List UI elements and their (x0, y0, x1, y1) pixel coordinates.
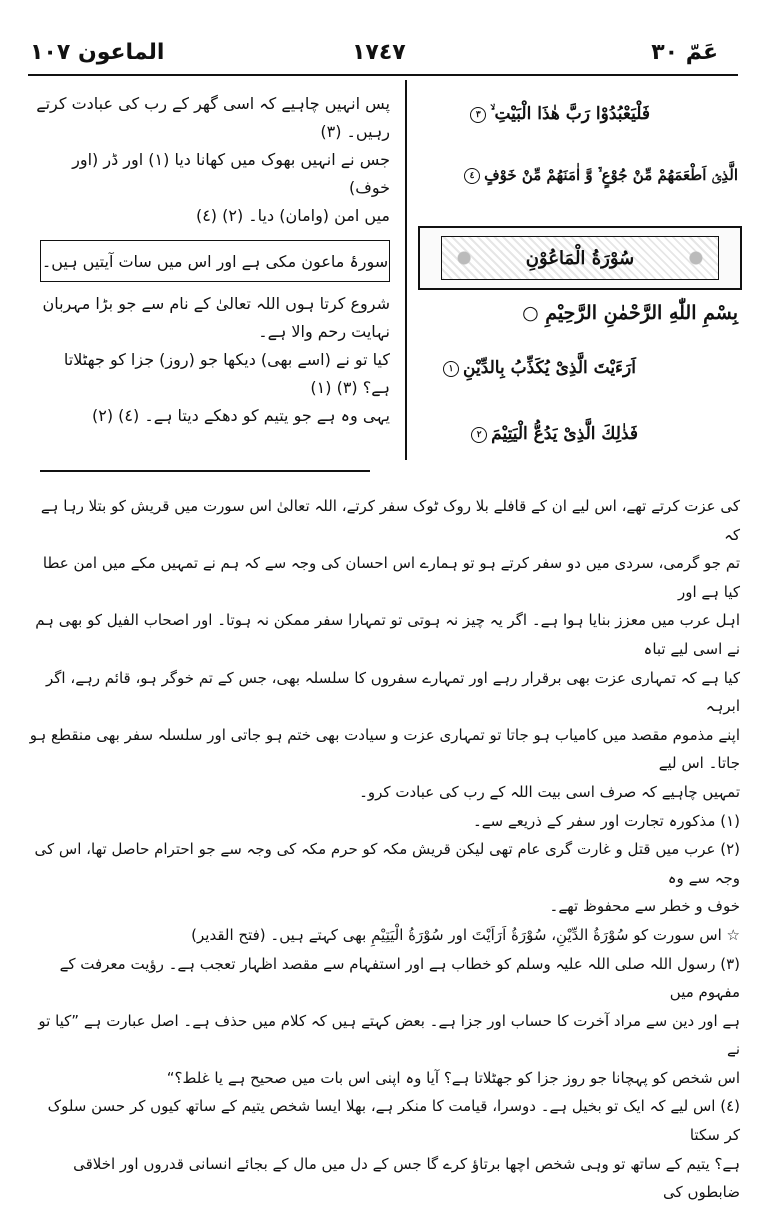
surah-title: سُوْرَةُ الْمَاعُوْنِ (441, 236, 718, 280)
translation-line: ہے؟ (٣) (١) (310, 378, 390, 397)
surah-info-box: سورۂ ماعون مکی ہے اور اس میں سات آیتیں ہیں۔ (40, 240, 390, 282)
ayah-marker: ٢ (471, 427, 487, 443)
basmala: بِسْمِ اللّٰهِ الرَّحْمٰنِ الرَّحِیْمِ ○ (522, 302, 738, 324)
footnote-line: ہے؟ یتیم کے ساتھ تو وہی شخص اچھا برتاؤ کرے گا جس کے دل میں مال کے بجائے انسانی قدروں اور اخلاقی ضابطوں کی (73, 1154, 740, 1202)
footnote-line: خوف و خطر سے محفوظ تھے۔ (549, 897, 740, 916)
footnote-line: ہے اور دین سے مراد آخرت کا حساب اور جزا ہے۔ بعض کہتے ہیں کہ کلام میں حذف ہے۔ اصل عبارت ہے ”کیا تو نے (38, 1011, 740, 1059)
ayah-marker: ٣ (470, 107, 486, 123)
footnote-line: (٢) عرب میں قتل و غارت گری عام تھی لیکن قریش مکہ کو حرم مکہ کی وجہ سے جو احترام حاصل تھا، اس کی وجہ سے وہ (34, 840, 740, 887)
column-divider (405, 80, 407, 460)
juz-label: عَمّ ٣٠ (651, 40, 718, 65)
arabic-verse-3: فَلْيَعْبُدُوْا رَبَّ هٰذَا الْبَيْتِ ۙ٣ (466, 104, 650, 124)
page-number: ١٧٤٧ (352, 40, 406, 65)
surah-header-label: الماعون ١٠٧ (30, 40, 165, 65)
footnote-line: کی عزت کرتے تھے، اس لیے ان کے قافلے بلا روک ٹوک سفر کرتے، اللہ تعالیٰ اس سورت میں قریش کو بتلا رہا ہے کہ (40, 497, 740, 544)
translation-line: کیا تو نے (اسے بھی) دیکھا جو (روز) جزا کو جھٹلاتا (63, 350, 390, 369)
ayah-marker: ٤ (464, 168, 480, 184)
translation-line: جس نے انہیں بھوک میں کھانا دیا (١) اور ڈر (اور خوف) (72, 150, 390, 197)
footnote-rule (40, 470, 370, 472)
translation-line: شروع کرتا ہوں اللہ تعالیٰ کے نام سے جو بڑا مہربان (42, 294, 390, 313)
footnote-line: تم جو گرمی، سردی میں دو سفر کرتے ہو تو ہمارے اس احسان کی وجہ سے کہ ہم نے تمہیں مکے میں امن عطا کیا ہے اور (42, 554, 740, 601)
footnote-line: (٤) اس لیے کہ ایک تو بخیل ہے۔ دوسرا، قیامت کا منکر ہے، بھلا ایسا شخص یتیم کے ساتھ کیوں کر حسن سلوک کر سکتا (47, 1097, 740, 1145)
footnote-line: (٣) رسول اللہ صلی اللہ علیہ وسلم کو خطاب ہے اور استفہام سے مقصد اظہار تعجب ہے۔ رؤیت معرفت کے مفہوم میں (59, 954, 740, 1002)
surah-title-banner (418, 226, 742, 290)
footnote-line: (١) مذکورہ تجارت اور سفر کے ذریعے سے۔ (472, 811, 740, 830)
translation-line: یہی وہ ہے جو یتیم کو دھکے دیتا ہے۔ (٤) (٢) (91, 406, 390, 425)
footnote-line: کیا ہے کہ تمہاری عزت بھی برقرار رہے اور تمہارے سفروں کا سلسلہ بھی، جس کے تم خوگر ہو، قائم رہے، اگر ابرہہ (46, 668, 740, 716)
footnote-line: تمہیں چاہیے کہ صرف اسی بیت اللہ کے رب کی عبادت کرو۔ (359, 782, 740, 801)
translation-line: پس انہیں چاہیے کہ اسی گھر کے رب کی عبادت کرتے (36, 94, 390, 113)
footnotes (28, 492, 740, 1207)
ayah-marker: ١ (443, 361, 459, 377)
footnote-line: اپنے مذموم مقصد میں کامیاب ہو جاتا تو تمہاری عزت و سیادت بھی ختم ہو جاتی اور سلسلہ سفر بھی منقطع ہو جاتا۔ اس لیے (29, 725, 740, 773)
arabic-verse-1: اَرَءَیْتَ الَّذِیْ یُكَذِّبُ بِالدِّیْنِ١ (439, 358, 636, 378)
footnote-line: اہل عرب میں معزز بنایا ہوا ہے۔ اگر یہ چیز نہ ہوتی تو تمہارا سفر ممکن نہ ہوتا۔ اور اصحاب الفیل کو بھی ہم نے اسی لیے تباہ (35, 611, 740, 658)
translation-line: رہیں۔ (٣) (320, 122, 390, 141)
header-rule (28, 74, 738, 76)
translation-line: نہایت رحم والا ہے۔ (258, 322, 390, 341)
arabic-verse-2: فَذٰلِكَ الَّذِیْ یَدُعُّ الْیَتِیْمَ٢ (467, 424, 638, 444)
arabic-verse-4: الَّذِیْۤ اَطْعَمَهُمْ مِّنْ جُوْعٍ ۙ۬ وَّ اٰمَنَهُمْ مِّنْ خَوْفٍ٤ (460, 166, 738, 184)
translation-block-2 (30, 290, 390, 430)
translation-line: میں امن (وامان) دیا۔ (٢) (٤) (195, 206, 390, 225)
footnote-line: ☆ اس سورت کو سُوْرَةُ الدِّیْنِ، سُوْرَةُ اَرَاَیْتَ اور سُوْرَةُ الْیَتِیْمِ بھی کہتے ہیں۔ (فتح القدیر) (191, 925, 740, 944)
translation-block-1 (30, 90, 390, 230)
footnote-line: اس شخص کو پہچانا جو روز جزا کو جھٹلاتا ہے؟ آیا وہ اپنی اس بات میں صحیح ہے یا غلط؟“ (166, 1068, 740, 1087)
